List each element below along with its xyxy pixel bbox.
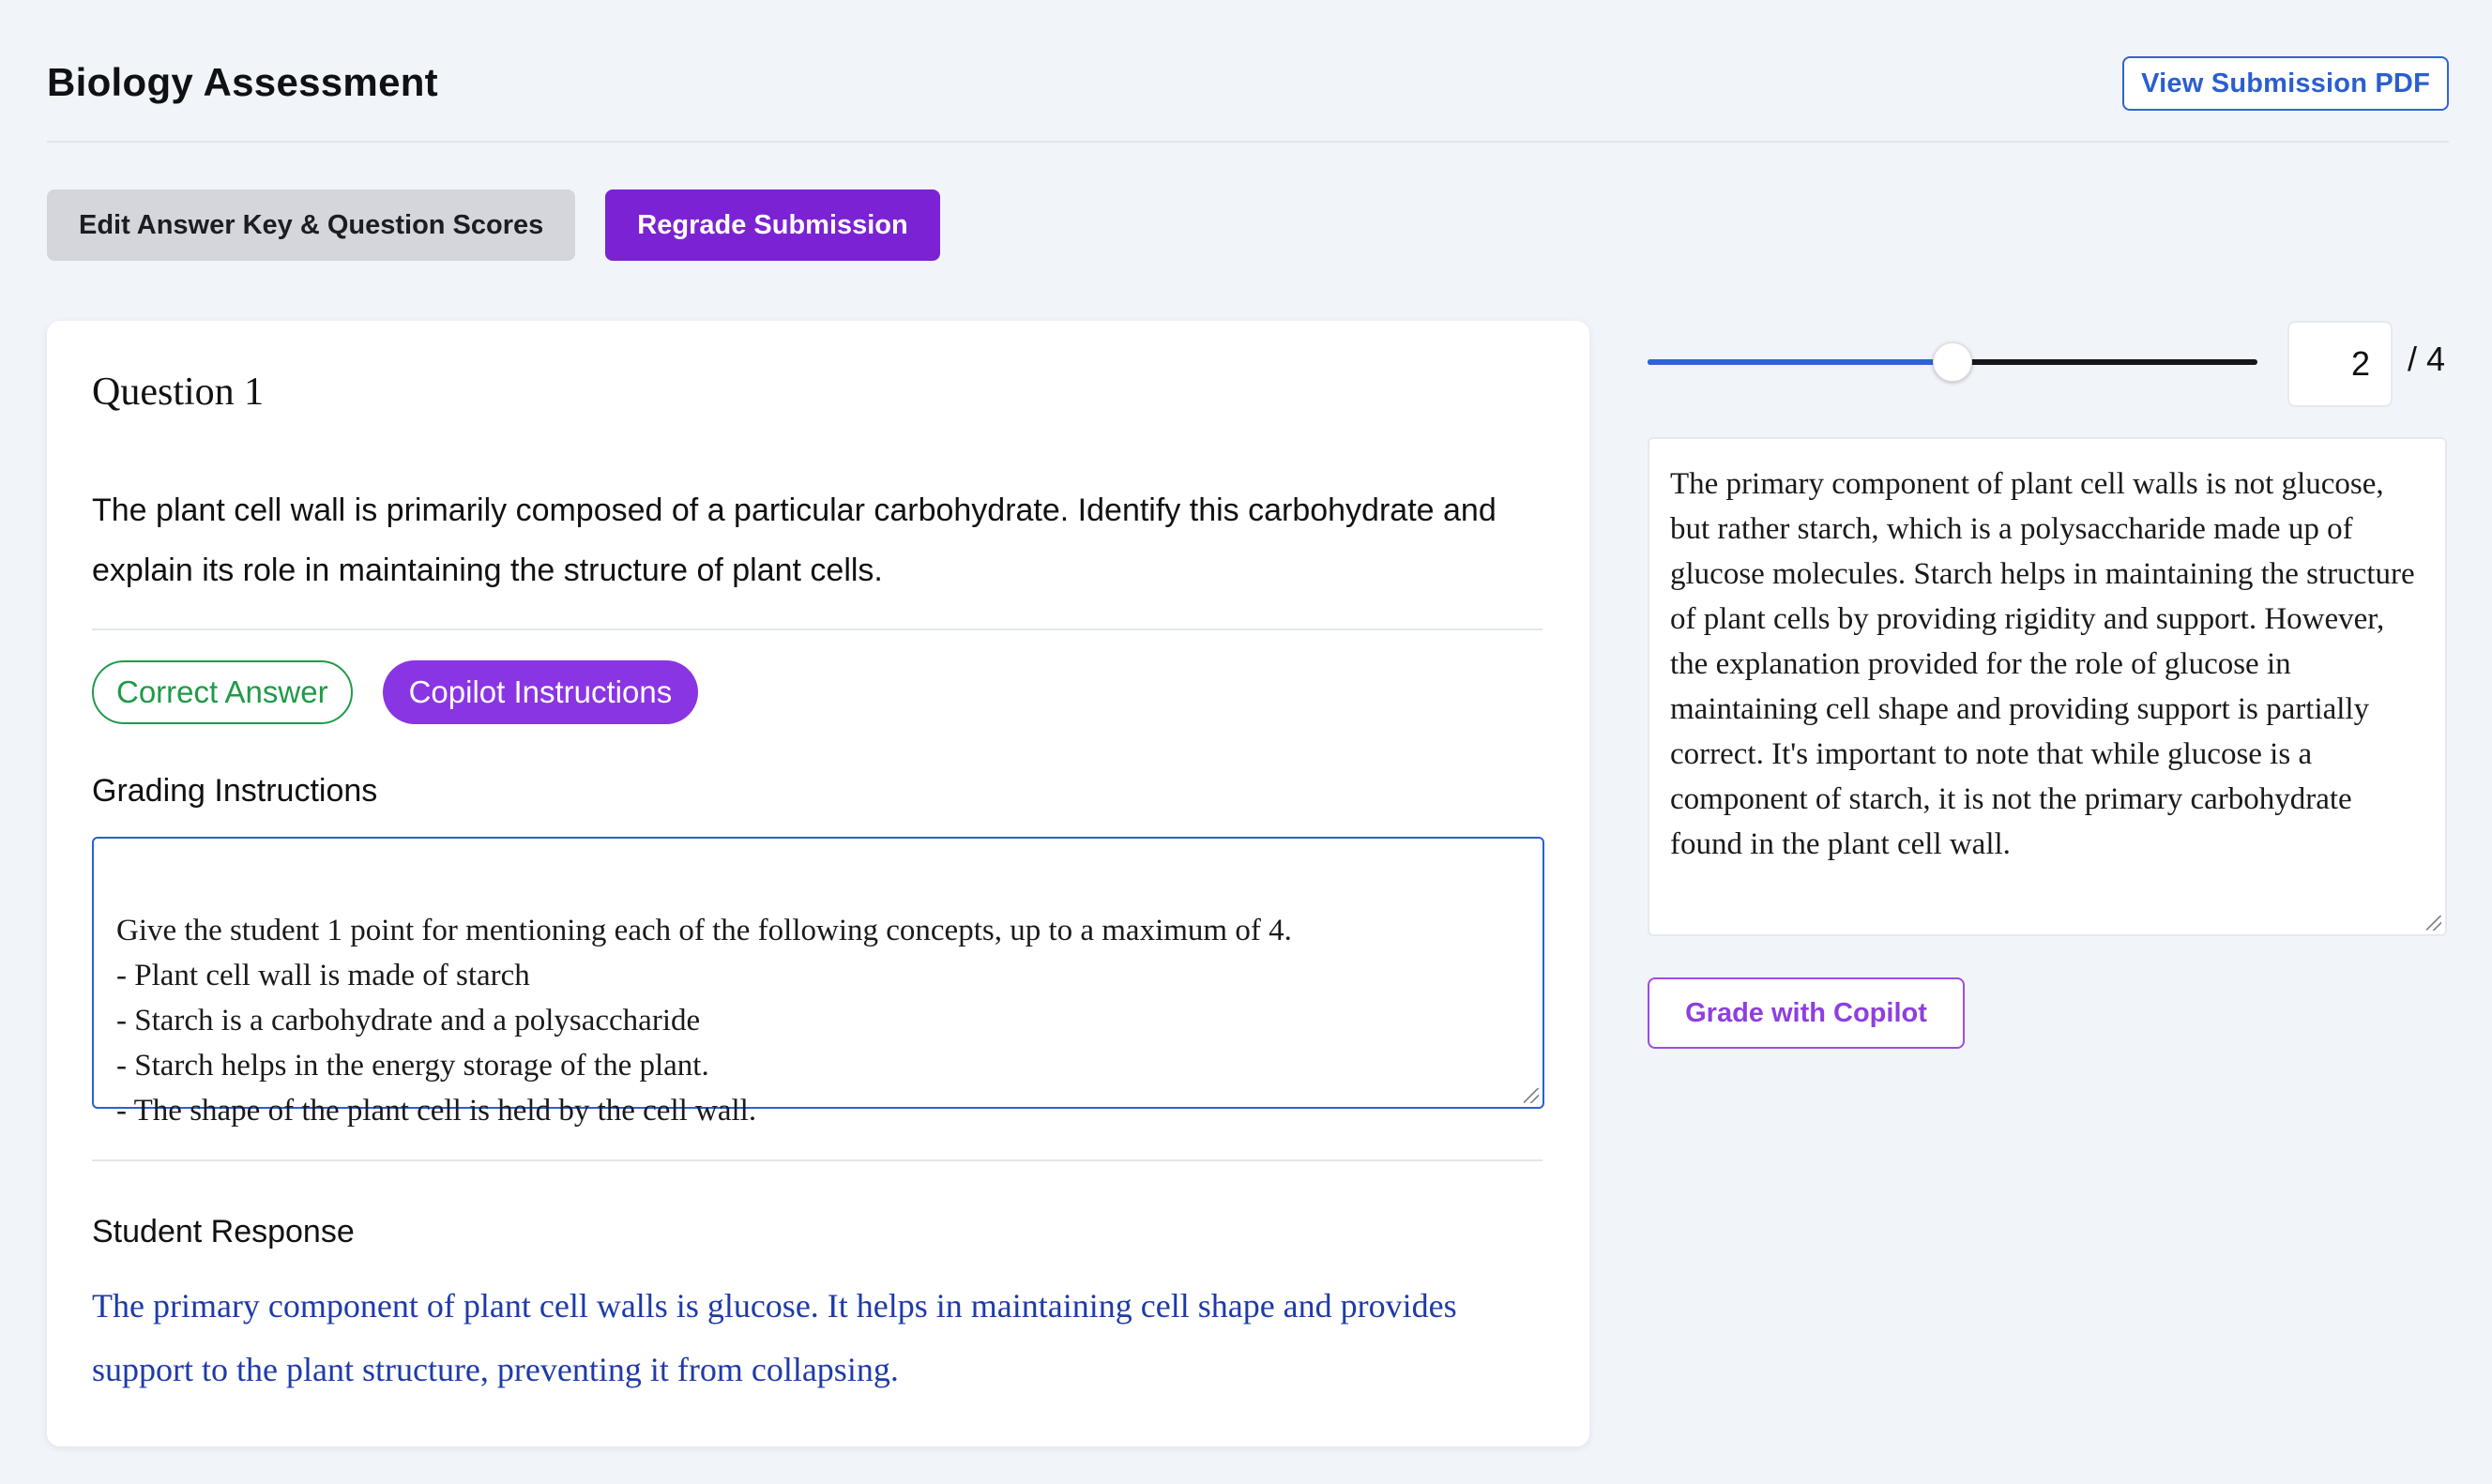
score-slider[interactable] [1648, 341, 2257, 383]
action-bar [47, 189, 940, 261]
copilot-feedback-text: The primary component of plant cell walls is not glucose, but rather starch, which is a polysaccharide made up of glucose molecules. Starch helps in maintaining the structure of plant cells by providing rigidity and support. However, the explanation provided for the role of glucose in maintaining cell shape and providing support is partially correct. It's important to note that while glucose is a component of starch, it is not the primary carbohydrate found in the plant cell wall. [1670, 467, 2415, 861]
score-input[interactable]: 2 [2287, 321, 2393, 407]
copilot-feedback-textarea[interactable] [1648, 437, 2447, 936]
page-title: Biology Assessment [47, 60, 438, 104]
tab-correct-answer[interactable]: Correct Answer [92, 660, 353, 724]
edit-answer-key-button[interactable]: Edit Answer Key & Question Scores [47, 189, 575, 261]
view-submission-pdf-button[interactable]: View Submission PDF [2122, 56, 2449, 111]
tab-copilot-instructions[interactable]: Copilot Instructions [383, 660, 699, 724]
max-score-label: / 4 [2408, 340, 2446, 378]
header [47, 38, 2449, 143]
grading-instructions-text: Give the student 1 point for mentioning each of the following concepts, up to a maximum of 4. - Plant cell wall is made of starch - Starch is a carbohydrate and a polysaccharide - Starch helps in the energy storage of the plant. - The shape of the plant cell is held by the cell wall. [116, 914, 1292, 1128]
divider [92, 1159, 1542, 1161]
answer-tabs [92, 660, 698, 724]
grading-instructions-label: Grading Instructions [92, 773, 378, 809]
student-response-label: Student Response [92, 1214, 355, 1249]
question-card [47, 321, 1589, 1446]
divider [92, 628, 1542, 630]
grade-with-copilot-button[interactable]: Grade with Copilot [1648, 977, 1965, 1049]
question-title: Question 1 [92, 371, 265, 414]
slider-thumb[interactable] [1933, 342, 1972, 382]
student-response-text: The primary component of plant cell walls is glucose. It helps in maintaining cell shape and provides support to the plant structure, preventing it from collapsing. [92, 1287, 1457, 1388]
resize-handle[interactable] [2426, 916, 2441, 931]
grading-instructions-textarea[interactable] [92, 837, 1544, 1128]
resize-handle[interactable] [1524, 1088, 1539, 1103]
question-text: The plant cell wall is primarily composed of a particular carbohydrate. Identify this carbohydrate and explain its role in maintaining the structure of plant cells. [92, 492, 1497, 588]
regrade-submission-button[interactable]: Regrade Submission [605, 189, 939, 261]
slider-fill [1648, 359, 1953, 365]
